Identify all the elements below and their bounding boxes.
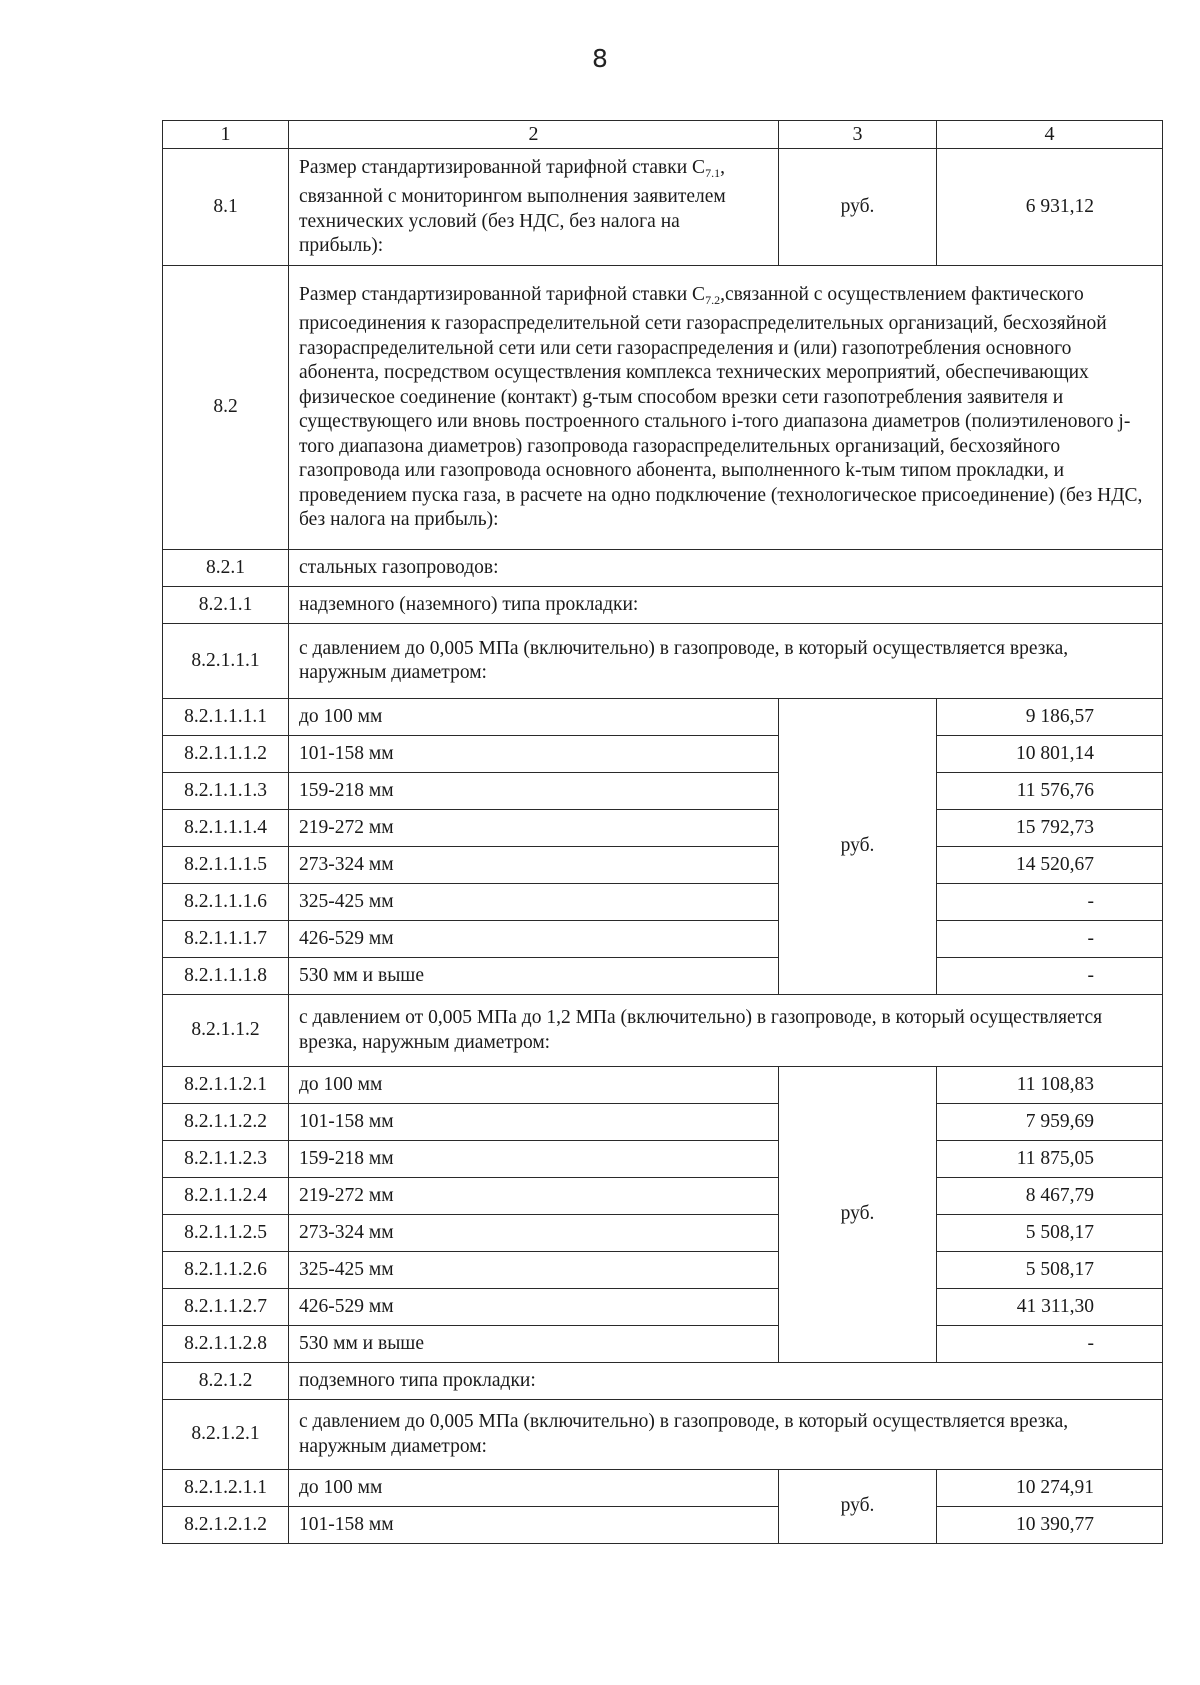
diameter-cell: 273-324 мм	[289, 1215, 779, 1252]
table-row	[163, 1507, 1163, 1544]
table-row	[163, 1252, 1163, 1289]
value-cell: 10 274,91	[937, 1470, 1163, 1507]
table-row	[163, 958, 1163, 995]
table-row	[163, 1104, 1163, 1141]
table-row	[163, 884, 1163, 921]
row-number: 8.2.1.1.1.1	[163, 699, 289, 736]
table-row	[163, 773, 1163, 810]
diameter-cell: 426-529 мм	[289, 1289, 779, 1326]
row-number: 8.2.1.1.2.2	[163, 1104, 289, 1141]
table-row	[163, 1215, 1163, 1252]
diameter-cell: 159-218 мм	[289, 773, 779, 810]
row-number: 8.2.1.2.1.1	[163, 1470, 289, 1507]
value-cell: 11 875,05	[937, 1141, 1163, 1178]
row-description: надземного (наземного) типа прокладки:	[289, 587, 1163, 624]
diameter-cell: 325-425 мм	[289, 1252, 779, 1289]
value-cell: 10 390,77	[937, 1507, 1163, 1544]
row-number: 8.2.1.2.1.2	[163, 1507, 289, 1544]
table-row	[163, 624, 1163, 699]
page-number: 8	[592, 44, 608, 73]
value-cell: 15 792,73	[937, 810, 1163, 847]
row-number: 8.2.1.1.1.6	[163, 884, 289, 921]
table-row	[163, 550, 1163, 587]
value-cell: 5 508,17	[937, 1252, 1163, 1289]
row-number: 8.1	[163, 149, 289, 266]
table-row	[163, 1400, 1163, 1470]
value-cell: 11 108,83	[937, 1067, 1163, 1104]
value-cell: -	[937, 1326, 1163, 1363]
row-number: 8.2.1.1.1.5	[163, 847, 289, 884]
diameter-cell: 325-425 мм	[289, 884, 779, 921]
value-cell: 9 186,57	[937, 699, 1163, 736]
value-cell: 10 801,14	[937, 736, 1163, 773]
subscript: 7.2	[705, 292, 721, 307]
value-cell: 14 520,67	[937, 847, 1163, 884]
value-cell: 41 311,30	[937, 1289, 1163, 1326]
table-row	[163, 1178, 1163, 1215]
diameter-cell: до 100 мм	[289, 1470, 779, 1507]
row-description	[289, 266, 1163, 550]
row-number: 8.2.1.1.1.8	[163, 958, 289, 995]
header-cell: 2	[289, 121, 779, 149]
row-number: 8.2.1.1.2.1	[163, 1067, 289, 1104]
diameter-cell: 101-158 мм	[289, 1507, 779, 1544]
diameter-cell: 159-218 мм	[289, 1141, 779, 1178]
unit-cell: руб.	[779, 1470, 937, 1544]
table-row-8-2	[163, 266, 1163, 550]
table-row	[163, 810, 1163, 847]
row-number: 8.2.1.1.2.4	[163, 1178, 289, 1215]
value-cell: -	[937, 884, 1163, 921]
value-cell: 5 508,17	[937, 1215, 1163, 1252]
header-cell: 4	[937, 121, 1163, 149]
diameter-cell: до 100 мм	[289, 699, 779, 736]
unit-cell: руб.	[779, 699, 937, 995]
table-header-row	[163, 121, 1163, 149]
row-number: 8.2.1	[163, 550, 289, 587]
diameter-cell: до 100 мм	[289, 1067, 779, 1104]
row-description: с давлением от 0,005 МПа до 1,2 МПа (включительно) в газопроводе, в который осуществляется врезка, наружным диаметром:	[289, 995, 1163, 1067]
value-cell: -	[937, 921, 1163, 958]
row-number: 8.2.1.1.2.5	[163, 1215, 289, 1252]
header-cell: 3	[779, 121, 937, 149]
table-row	[163, 1363, 1163, 1400]
description-text: ,связанной с осуществлением фактического присоединения к газораспределительной сети газораспределительных организаций, бесхозяйной газораспределительной сети или сети газораспределения и (или) газопотребления основного абонента, посредством осуществления комплекса технических мероприятий, обеспечивающих физическое соединение (контакт) g-тым способом врезки сети газопотребления заявителя и существующего или вновь построенного стального i-того диапазона диаметров (полиэтиленового j-того диапазона диаметров) газопровода газораспределительных организаций, бесхозяйного газопровода или газопровода основного абонента, выполненного k-тым типом прокладки, и проведением пуска газа, в расчете на одно подключение (технологическое присоединение) (без НДС, без налога на прибыль):	[299, 283, 1143, 530]
value-cell: 8 467,79	[937, 1178, 1163, 1215]
row-number: 8.2.1.1.1	[163, 624, 289, 699]
description-text: Размер стандартизированной тарифной ставки С	[299, 283, 706, 305]
diameter-cell: 101-158 мм	[289, 1104, 779, 1141]
table-row-8-1	[163, 149, 1163, 266]
row-number: 8.2.1.1.1.2	[163, 736, 289, 773]
value-cell: 11 576,76	[937, 773, 1163, 810]
diameter-cell: 530 мм и выше	[289, 1326, 779, 1363]
table-row	[163, 587, 1163, 624]
row-number: 8.2	[163, 266, 289, 550]
unit-cell: руб.	[779, 149, 937, 266]
table-row	[163, 1326, 1163, 1363]
value-cell: 7 959,69	[937, 1104, 1163, 1141]
subscript: 7.1	[705, 165, 721, 180]
row-description: подземного типа прокладки:	[289, 1363, 1163, 1400]
row-number: 8.2.1.2	[163, 1363, 289, 1400]
row-description: с давлением до 0,005 МПа (включительно) в газопроводе, в который осуществляется врезка, наружным диаметром:	[289, 1400, 1163, 1470]
row-number: 8.2.1.1.1.4	[163, 810, 289, 847]
unit-cell: руб.	[779, 1067, 937, 1363]
header-cell: 1	[163, 121, 289, 149]
table-row	[163, 1141, 1163, 1178]
row-number: 8.2.1.1	[163, 587, 289, 624]
value-cell: -	[937, 958, 1163, 995]
diameter-cell: 219-272 мм	[289, 810, 779, 847]
value-cell: 6 931,12	[937, 149, 1163, 266]
table-row	[163, 1067, 1163, 1104]
row-number: 8.2.1.2.1	[163, 1400, 289, 1470]
row-number: 8.2.1.1.2.6	[163, 1252, 289, 1289]
table-row	[163, 1289, 1163, 1326]
diameter-cell: 530 мм и выше	[289, 958, 779, 995]
row-description	[289, 149, 779, 266]
row-number: 8.2.1.1.2.3	[163, 1141, 289, 1178]
description-text: , связанной с мониторингом выполнения заявителем технических условий (без НДС, без налога на прибыль):	[299, 156, 726, 256]
row-number: 8.2.1.1.2.8	[163, 1326, 289, 1363]
diameter-cell: 101-158 мм	[289, 736, 779, 773]
row-number: 8.2.1.1.2	[163, 995, 289, 1067]
row-description: с давлением до 0,005 МПа (включительно) в газопроводе, в который осуществляется врезка, наружным диаметром:	[289, 624, 1163, 699]
row-number: 8.2.1.1.1.7	[163, 921, 289, 958]
diameter-cell: 273-324 мм	[289, 847, 779, 884]
description-text: Размер стандартизированной тарифной ставки С	[299, 156, 706, 178]
table-row	[163, 847, 1163, 884]
row-number: 8.2.1.1.1.3	[163, 773, 289, 810]
diameter-cell: 219-272 мм	[289, 1178, 779, 1215]
table-row	[163, 1470, 1163, 1507]
table-row	[163, 736, 1163, 773]
row-description: стальных газопроводов:	[289, 550, 1163, 587]
diameter-cell: 426-529 мм	[289, 921, 779, 958]
table-row	[163, 995, 1163, 1067]
table-row	[163, 699, 1163, 736]
tariff-table	[162, 120, 1163, 1544]
table-row	[163, 921, 1163, 958]
row-number: 8.2.1.1.2.7	[163, 1289, 289, 1326]
